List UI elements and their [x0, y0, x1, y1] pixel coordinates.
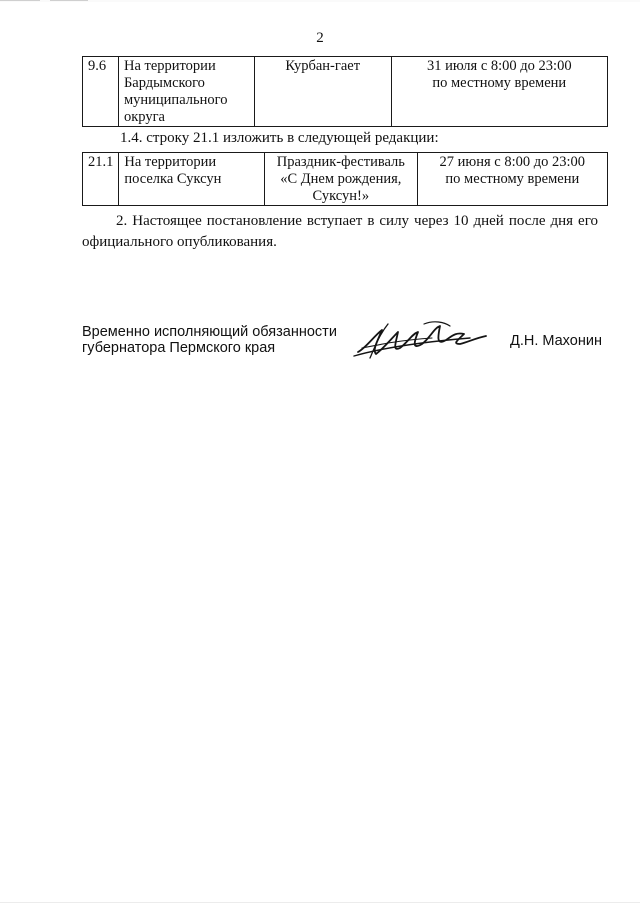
cell-line: На территории: [123, 58, 216, 74]
cell-line: Курбан-гает: [285, 58, 361, 74]
scan-artifact: [50, 0, 88, 1]
signatory-title: [82, 324, 337, 356]
table-row: [83, 57, 608, 127]
signatory-title-line: Временно исполняющий обязанности: [82, 324, 337, 340]
signatory-name: Д.Н. Махонин: [510, 333, 602, 349]
cell-line: по местному времени: [432, 75, 567, 91]
row-number-cell: 21.1: [83, 153, 119, 206]
amendment-table-1: [82, 56, 608, 127]
place-cell: [119, 153, 265, 206]
event-cell: [254, 57, 391, 127]
cell-line: муниципального: [123, 92, 228, 108]
page-number: 2: [316, 30, 324, 46]
cell-line: по местному времени: [445, 171, 580, 187]
cell-line: округа: [123, 109, 165, 125]
cell-line: поселка Суксун: [124, 171, 222, 187]
cell-line: 27 июня с 8:00 до 23:00: [439, 154, 586, 170]
cell-line: Праздник-фестиваль: [276, 154, 405, 170]
scan-artifact: [0, 0, 40, 1]
place-cell: [118, 57, 254, 127]
table-row: [83, 153, 608, 206]
handwritten-signature: [352, 318, 492, 362]
effective-date-paragraph: 2. Настоящее постановление вступает в силу через 10 дней после дня его официального опубликования.: [82, 213, 598, 250]
cell-line: Суксун!»: [312, 188, 370, 204]
event-cell: [265, 153, 418, 206]
signatory-title-line: губернатора Пермского края: [82, 340, 276, 356]
date-cell: [417, 153, 607, 206]
amendment-table-2: [82, 152, 608, 206]
cell-line: На территории: [124, 154, 217, 170]
cell-line: 31 июля с 8:00 до 23:00: [426, 58, 572, 74]
row-number-cell: 9.6: [83, 57, 119, 127]
date-cell: [391, 57, 607, 127]
amendment-instruction: 1.4. строку 21.1 изложить в следующей редакции:: [120, 130, 439, 146]
cell-line: Бардымского: [123, 75, 205, 91]
cell-line: «С Днем рождения,: [280, 171, 402, 187]
scan-top-edge: [0, 0, 640, 2]
scan-bottom-edge: [0, 902, 640, 903]
